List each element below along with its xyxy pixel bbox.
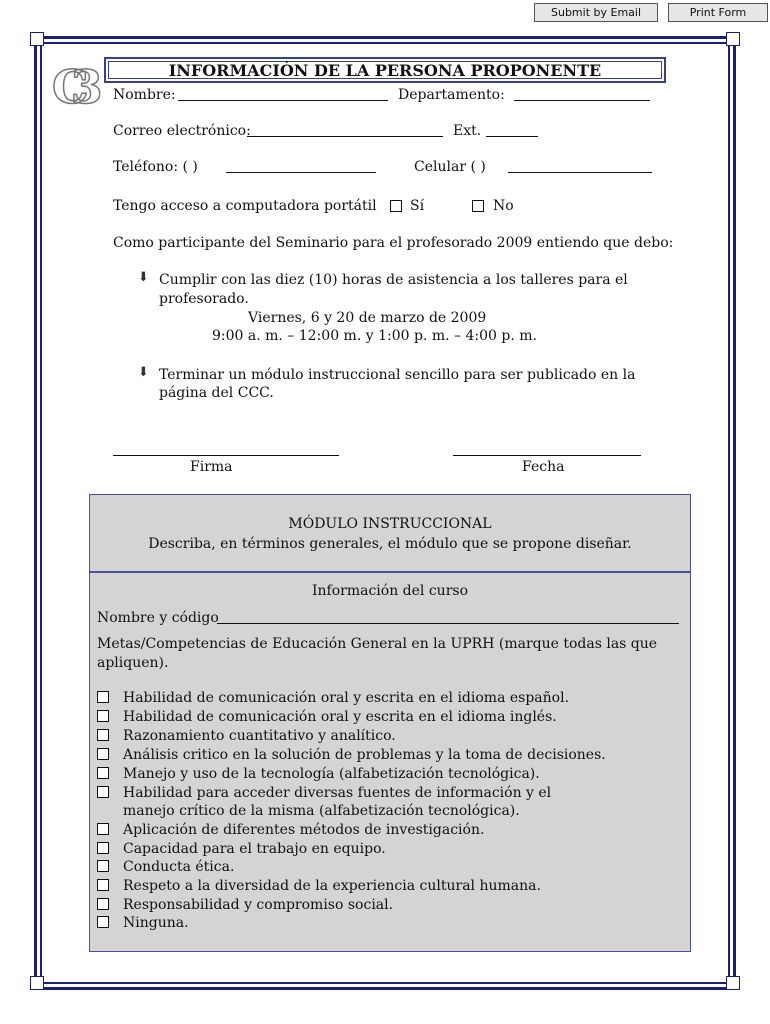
commitment-intro: Como participante del Seminario para el profesorado 2009 entiendo que debo: bbox=[113, 235, 674, 251]
commitment-item1-line2: profesorado. bbox=[159, 291, 249, 307]
course-info-title: Información del curso bbox=[311, 583, 469, 599]
no-label: No bbox=[493, 198, 514, 214]
competency-checkbox[interactable] bbox=[97, 767, 109, 779]
module-title: MÓDULO INSTRUCCIONAL bbox=[288, 516, 492, 532]
commitment-dates: Viernes, 6 y 20 de marzo de 2009 bbox=[248, 310, 487, 326]
competency-label: Habilidad para acceder diversas fuentes de información y el bbox=[123, 785, 552, 801]
competency-checkbox[interactable] bbox=[97, 748, 109, 760]
fecha-label: Fecha bbox=[522, 459, 565, 475]
no-checkbox[interactable] bbox=[472, 200, 484, 212]
metas-line1: Metas/Competencias de Educación General en la UPRH (marque todas las que bbox=[97, 636, 658, 652]
firma-label: Firma bbox=[190, 459, 233, 475]
competency-checkbox[interactable] bbox=[97, 710, 109, 722]
section-title: INFORMACIÓN DE LA PERSONA PROPONENTE bbox=[104, 57, 666, 83]
submit-by-email-button[interactable]: Submit by Email bbox=[534, 3, 658, 22]
c3-logo: C3 bbox=[52, 60, 85, 114]
departamento-field[interactable] bbox=[514, 100, 650, 101]
departamento-label: Departamento: bbox=[398, 87, 505, 103]
corner-ornament-tr bbox=[726, 32, 740, 46]
competency-label: Aplicación de diferentes métodos de investigación. bbox=[123, 822, 485, 838]
commitment-item1-line1: Cumplir con las diez (10) horas de asistencia a los talleres para el bbox=[159, 272, 628, 288]
nombre-codigo-field[interactable] bbox=[217, 623, 679, 624]
telefono-field[interactable] bbox=[226, 172, 376, 173]
fecha-line[interactable] bbox=[453, 455, 641, 456]
competency-label: Habilidad de comunicación oral y escrita en el idioma inglés. bbox=[123, 709, 557, 725]
competency-checkbox[interactable] bbox=[97, 879, 109, 891]
competency-checkbox[interactable] bbox=[97, 842, 109, 854]
corner-ornament-tl bbox=[30, 32, 44, 46]
telefono-label: Teléfono: ( ) bbox=[113, 159, 198, 175]
laptop-label: Tengo acceso a computadora portátil bbox=[113, 198, 377, 214]
nombre-field[interactable] bbox=[178, 100, 388, 101]
module-subtitle: Describa, en términos generales, el módulo que se propone diseñar. bbox=[148, 536, 632, 552]
competency-label: Razonamiento cuantitativo y analítico. bbox=[123, 728, 396, 744]
module-header-box bbox=[89, 494, 691, 572]
celular-field[interactable] bbox=[508, 172, 652, 173]
competency-checkbox[interactable] bbox=[97, 729, 109, 741]
competency-checkbox[interactable] bbox=[97, 823, 109, 835]
competency-checkbox[interactable] bbox=[97, 860, 109, 872]
ext-label: Ext. bbox=[453, 123, 482, 139]
commitment-item2-line1: Terminar un módulo instruccional sencillo para ser publicado en la bbox=[159, 367, 636, 383]
competency-label: Conducta ética. bbox=[123, 859, 235, 875]
arrow-bullet-icon: ⬇ bbox=[138, 365, 149, 380]
competency-label: Manejo y uso de la tecnología (alfabetización tecnológica). bbox=[123, 766, 540, 782]
firma-line[interactable] bbox=[113, 455, 339, 456]
competency-label-cont: manejo crítico de la misma (alfabetización tecnológica). bbox=[123, 803, 520, 819]
print-form-button[interactable]: Print Form bbox=[668, 3, 768, 22]
competency-label: Habilidad de comunicación oral y escrita en el idioma español. bbox=[123, 690, 570, 706]
commitment-times: 9:00 a. m. – 12:00 m. y 1:00 p. m. – 4:00 p. m. bbox=[212, 328, 537, 344]
competency-label: Análisis critico en la solución de problemas y la toma de decisiones. bbox=[123, 747, 606, 763]
competency-checkbox[interactable] bbox=[97, 898, 109, 910]
correo-label: Correo electrónico: bbox=[113, 123, 251, 139]
corner-ornament-br bbox=[726, 976, 740, 990]
metas-line2: apliquen). bbox=[97, 655, 169, 671]
ext-field[interactable] bbox=[486, 136, 538, 137]
competency-label: Capacidad para el trabajo en equipo. bbox=[123, 841, 386, 857]
nombre-label: Nombre: bbox=[113, 87, 176, 103]
si-checkbox[interactable] bbox=[390, 200, 402, 212]
commitment-item2-line2: página del CCC. bbox=[159, 385, 274, 401]
competency-label: Respeto a la diversidad de la experiencia cultural humana. bbox=[123, 878, 541, 894]
nombre-codigo-label: Nombre y código bbox=[97, 610, 219, 626]
si-label: Sí bbox=[410, 198, 425, 214]
competency-label: Ninguna. bbox=[123, 915, 189, 931]
celular-label: Celular ( ) bbox=[414, 159, 486, 175]
arrow-bullet-icon: ⬇ bbox=[138, 270, 149, 285]
competency-label: Responsabilidad y compromiso social. bbox=[123, 897, 394, 913]
competency-checkbox[interactable] bbox=[97, 786, 109, 798]
corner-ornament-bl bbox=[30, 976, 44, 990]
correo-field[interactable] bbox=[247, 136, 443, 137]
competency-checkbox[interactable] bbox=[97, 916, 109, 928]
competency-checkbox[interactable] bbox=[97, 691, 109, 703]
